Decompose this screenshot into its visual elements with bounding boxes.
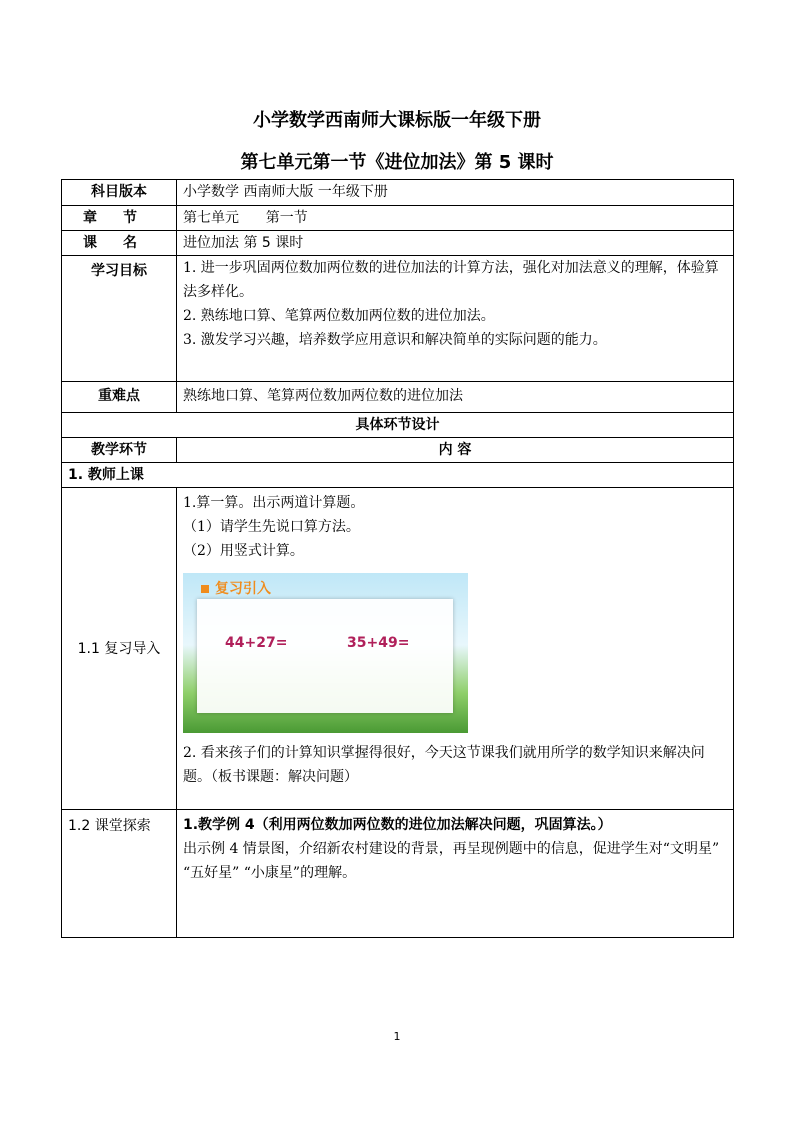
- edition-label: 科目版本: [62, 180, 177, 206]
- table-row: [62, 180, 734, 206]
- review-line: （2）用竖式计算。: [183, 543, 304, 559]
- column-header-stage: 教学环节: [62, 438, 177, 463]
- goals-label: 学习目标: [62, 256, 177, 382]
- stage-explore-content: [177, 810, 734, 938]
- square-bullet-icon: [201, 585, 209, 593]
- review-line: 1.算一算。出示两道计算题。: [183, 495, 365, 511]
- section-title: 具体环节设计: [62, 413, 734, 438]
- example-heading: 1.教学例 4（利用两位数加两位数的进位加法解决问题，巩固算法。）: [183, 817, 612, 833]
- stage-review-label: 1.1 复习导入: [62, 488, 177, 810]
- stage-review-content: [177, 488, 734, 810]
- key-points-value: 熟练地口算、笔算两位数加两位数的进位加法: [177, 382, 734, 413]
- table-row: [62, 413, 734, 438]
- goal-item: 2. 熟练地口算、笔算两位数加两位数的进位加法。: [183, 308, 495, 324]
- chapter-label: 章节: [62, 206, 177, 231]
- slide-header: 复习引入: [201, 577, 271, 601]
- table-row: [62, 382, 734, 413]
- lesson-label: 课名: [62, 231, 177, 256]
- table-row: [62, 463, 734, 488]
- example-text: 出示例 4 情景图，介绍新农村建设的背景，再呈现例题中的信息，促进学生对“文明星” “五好星” “小康星”的理解。: [183, 841, 720, 881]
- table-row: [62, 206, 734, 231]
- slide-equation: 44+27=: [225, 635, 288, 651]
- slide-board: [197, 599, 453, 713]
- part1-title: 1. 教师上课: [62, 463, 734, 488]
- edition-value: 小学数学 西南师大版 一年级下册: [177, 180, 734, 206]
- document-subtitle: 第七单元第一节《进位加法》第 5 课时: [240, 152, 554, 173]
- lesson-plan-table: [61, 179, 734, 938]
- column-header-content: 内 容: [177, 438, 734, 463]
- table-row: [62, 810, 734, 938]
- key-points-label: 重难点: [62, 382, 177, 413]
- review-intro-text: 2. 看来孩子们的计算知识掌握得很好，今天这节课我们就用所学的数学知识来解决问题。（板书课题：解决问题）: [183, 745, 705, 785]
- review-line: （1）请学生先说口算方法。: [183, 519, 360, 535]
- goal-item: 1. 进一步巩固两位数加两位数的进位加法的计算方法，强化对加法意义的理解，体验算法多样化。: [183, 260, 719, 300]
- goals-cell: [177, 256, 734, 382]
- stage-explore-label: 1.2 课堂探索: [62, 810, 177, 938]
- document-title: 小学数学西南师大课标版一年级下册: [253, 110, 541, 131]
- review-slide-image: [183, 573, 468, 733]
- chapter-value: 第七单元 第一节: [177, 206, 734, 231]
- slide-equation: 35+49=: [347, 635, 410, 651]
- page-number: 1: [393, 1030, 401, 1043]
- table-row: [62, 231, 734, 256]
- lesson-value: 进位加法 第 5 课时: [177, 231, 734, 256]
- goal-item: 3. 激发学习兴趣，培养数学应用意识和解决简单的实际问题的能力。: [183, 332, 607, 348]
- table-row: [62, 438, 734, 463]
- table-row: [62, 256, 734, 382]
- table-row: [62, 488, 734, 810]
